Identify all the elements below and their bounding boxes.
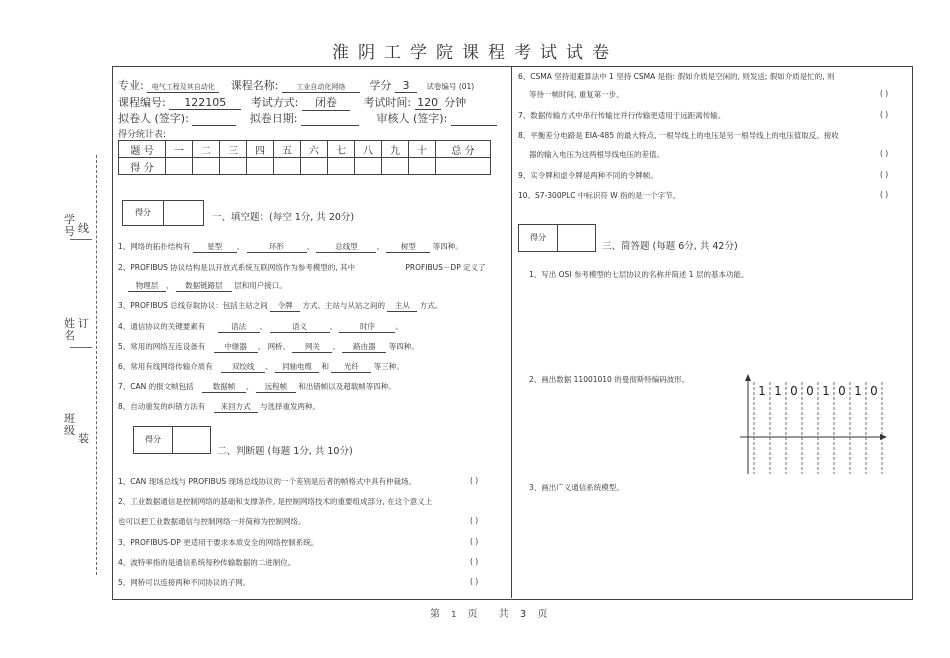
score-header-cell: 十 (409, 141, 436, 158)
s1-q6-mid: 和 (321, 362, 329, 371)
s1-q3-tail: 方式。 (419, 301, 443, 310)
credit-label: 学分 (369, 79, 392, 92)
exam-title: 淮阴工学院课程考试试卷 (332, 43, 618, 63)
s1-q8-tail: 与选择重发两种。 (260, 402, 321, 411)
s2-q7: 7、数据传输方式中串行传输比并行传输更适用于远距离传输。 (518, 111, 726, 120)
major-value: 电气工程及其自动化 (147, 82, 219, 93)
footer-text: 第 (430, 609, 440, 620)
s1-q1-tail: 等四种。 (432, 242, 463, 251)
score-header-cell: 一 (166, 141, 193, 158)
s2-q7-answer[interactable]: ( ) (880, 110, 889, 119)
section1-score-box (122, 200, 204, 226)
reviewer-label: 审核人 (签字): (376, 112, 448, 125)
section1-title: 一、填空题：(每空 1分, 共 20分) (212, 212, 355, 223)
s1-q3-text: 3、PROFIBUS 总线存取协议：包括主站之间 (118, 301, 268, 310)
s2-q4: 4、波特率指的是通信系统每秒传输数据的二进制位。 (118, 558, 296, 567)
s1-q6-blank: 同轴电缆 (275, 361, 319, 373)
s1-q5: 5、常用的网络互连设备有 中继器 、 网桥、 网关 、 路由器 等四种。 (118, 342, 419, 351)
s1-q2-text-2: PROFIBUS－DP 定义了 (405, 263, 486, 272)
s2-q2-line2: 也可以把工业数据通信与控制网络一并简称为控制网络。 (118, 517, 306, 526)
score-cell[interactable] (247, 158, 274, 175)
major-label: 专业: (118, 79, 144, 92)
score-header-cell: 七 (328, 141, 355, 158)
s1-q5-mid: 网桥、 (267, 342, 291, 351)
s1-q7-tail: 和出错帧以及超载帧等四种。 (298, 382, 396, 391)
s2-q9-answer[interactable]: ( ) (880, 170, 889, 179)
score-header-cell: 总 分 (436, 141, 491, 158)
page-footer (430, 605, 547, 620)
s1-q1-blank: 树型 (386, 241, 430, 253)
s1-q4-blank: 时序 (339, 321, 395, 333)
footer-text: 共 (498, 609, 509, 620)
course-label: 课程名称: (230, 79, 279, 92)
s1-q5-text: 5、常用的网络互连设备有 (118, 342, 206, 351)
s1-q1-blank: 总线型 (316, 241, 376, 253)
score-header-cell: 六 (301, 141, 328, 158)
header-row-2 (118, 94, 466, 111)
side-underline-1 (70, 239, 92, 240)
date-label: 拟卷日期: (249, 112, 298, 125)
s1-q4-blank: 语义 (270, 321, 330, 333)
s1-q3 (118, 300, 442, 312)
side-ding: 订 (78, 317, 89, 330)
section3-score-divider (557, 225, 558, 251)
exam-time-unit: 分钟 (444, 96, 467, 109)
s2-q5: 5、网桥可以连接两种不同协议的子网。 (118, 578, 251, 587)
side-underline-2 (70, 347, 92, 348)
section2-score-divider (172, 427, 173, 453)
side-banji: 班级 (64, 412, 75, 437)
s1-q2 (118, 262, 486, 273)
s3-q3: 3、画出广义通信系统模型。 (529, 483, 624, 492)
score-header-cell: 九 (382, 141, 409, 158)
s2-q2: 2、工业数据通信是控制网络的基础和支撑条件, 是控制网络技术的重要组成部分, 在这个意义上 (118, 497, 433, 506)
s1-q8 (118, 401, 320, 413)
s2-q3-answer[interactable]: ( ) (470, 537, 479, 546)
course-value: 工业自动化网络 (282, 82, 360, 93)
score-table-header-row (119, 141, 491, 158)
s2-q8: 8、平衡差分电路是 EIA-485 的最大特点, 一根导线上的电压是另一根导线上的电压值取反。接收 (518, 131, 839, 140)
s2-q8-answer[interactable]: ( ) (880, 149, 889, 158)
s1-q1-text: 1、网络的拓扑结构有 (118, 242, 191, 251)
s1-q4-text: 4、通信协议的关键要素有 (118, 322, 206, 331)
s1-q5-tail: 等四种。 (388, 342, 419, 351)
reviewer-field[interactable] (451, 112, 497, 126)
y-axis-arrow (745, 374, 751, 381)
s1-q3-blank: 令牌 (270, 300, 300, 312)
exam-mode-value: 闭卷 (302, 94, 350, 111)
bit-label: 0 (790, 384, 798, 398)
section2-score-box (133, 426, 211, 454)
s1-q6-blank: 双绞线 (221, 361, 265, 373)
s1-q5-blank: 网关 (292, 341, 332, 353)
section2-title: 二、判断题 (每题 1分, 共 10分) (217, 446, 353, 457)
footer-text: 页 (537, 609, 548, 620)
bit-label: 0 (838, 384, 846, 398)
score-cell[interactable] (355, 158, 382, 175)
header-row-1 (118, 77, 474, 93)
x-axis-arrow (880, 434, 887, 440)
s2-q10: 10、S7-300PLC 中标识符 W 指的是一个字节。 (518, 191, 681, 200)
score-table (118, 140, 491, 175)
footer-text: 页 (467, 609, 478, 620)
side-xuehao: 学号 (64, 213, 75, 238)
score-cell[interactable] (328, 158, 355, 175)
code-label: 课程编号: (118, 96, 166, 109)
s2-q1: 1、CAN 现场总线与 PROFIBUS 现场总线协议的一个差别是后者的帧格式中具有仲裁场。 (118, 477, 416, 486)
score-cell[interactable] (409, 158, 436, 175)
column-divider (511, 66, 512, 598)
exam-time-label: 考试时间: (363, 96, 412, 109)
s1-q4-blank: 语法 (218, 321, 260, 333)
bit-label: 0 (870, 384, 878, 398)
s1-q6-blank: 光纤 (331, 361, 371, 373)
s2-q10-answer[interactable]: ( ) (880, 190, 889, 199)
s2-q5-answer[interactable]: ( ) (470, 577, 479, 586)
paper-no: 试卷编号 (01) (426, 82, 475, 91)
s1-q3-blank: 主从 (387, 300, 417, 312)
bit-label: 1 (854, 384, 862, 398)
s1-q2-line2: 物理层 、 数据链路层 层和用户接口。 (128, 280, 287, 292)
bit-label: 1 (758, 384, 766, 398)
score-cell[interactable] (301, 158, 328, 175)
s1-q7: 7、CAN 的报文帧包括 数据帧 、 远程帧 和出错帧以及超载帧等四种。 (118, 382, 396, 391)
s1-q2-text: 2、PROFIBUS 协议结构是以开放式系统互联网络作为参考模型的, 其中 (118, 263, 355, 272)
s2-q3: 3、PROFIBUS-DP 更适用于要求本质安全的网络控制系统。 (118, 538, 319, 547)
s1-q7-blank: 远程帧 (256, 381, 296, 393)
binding-line (96, 155, 97, 575)
s2-q1-answer[interactable]: ( ) (470, 476, 479, 485)
score-cell[interactable] (382, 158, 409, 175)
code-value: 122105 (169, 96, 241, 110)
credit-value: 3 (395, 79, 417, 93)
date-field[interactable] (301, 112, 359, 126)
score-header-cell: 题 号 (119, 141, 166, 158)
s2-q2-answer[interactable]: ( ) (470, 516, 479, 525)
s1-q2-blank: 数据链路层 (176, 280, 232, 292)
s1-q6: 6、常用有线网络传输介质有 双绞线 、 同轴电缆 和 光纤 等三种。 (118, 362, 404, 371)
s1-q8-text: 8、自动重发的纠错方法有 (118, 402, 206, 411)
section1-score-label: 得分 (135, 208, 151, 217)
s1-q2-blank: 物理层 (128, 280, 166, 292)
score-header-cell: 八 (355, 141, 382, 158)
section1-score-divider (163, 201, 164, 225)
s2-q8-line2: 器的输入电压为这两根导线电压的差值。 (529, 150, 664, 159)
manchester-diagram (738, 374, 888, 478)
s2-q6: 6、CSMA 坚持退避算法中 1 坚持 CSMA 是指: 假如介质是空闲的, 则发送; 假如介质是忙的, 则 (518, 72, 835, 81)
score-header-cell: 三 (220, 141, 247, 158)
score-cell[interactable] (274, 158, 301, 175)
side-zhuang: 装 (78, 432, 89, 445)
s3-q2: 2、画出数据 11001010 的曼彻斯特编码波形。 (529, 375, 690, 384)
score-table-caption: 得分统计表: (118, 130, 167, 140)
score-row-label: 得 分 (119, 158, 166, 175)
exam-mode-label: 考试方式: (250, 96, 299, 109)
s1-q1-blank: 环形 (247, 241, 307, 253)
s1-q4: 4、通信协议的关键要素有 语法 、 语义 、 时序 。 (118, 322, 403, 331)
score-header-cell: 四 (247, 141, 274, 158)
section3-score-box (518, 224, 596, 252)
bit-label: 0 (806, 384, 814, 398)
score-header-cell: 二 (193, 141, 220, 158)
s1-q3-mid: 方式、主站与从站之间的 (302, 301, 385, 310)
bit-label: 1 (822, 384, 830, 398)
s1-q6-text: 6、常用有线网络传输介质有 (118, 362, 213, 371)
s2-q4-answer[interactable]: ( ) (470, 557, 479, 566)
s1-q2-tail: 层和用户接口。 (234, 281, 287, 290)
exam-time-value: 120 (415, 96, 441, 110)
section3-title: 三、简答题 (每题 6分, 共 42分) (602, 241, 738, 252)
score-header-cell: 五 (274, 141, 301, 158)
score-cell[interactable] (220, 158, 247, 175)
s2-q9: 9、实令牌和虚令牌是两种不同的令牌帧。 (518, 171, 658, 180)
s2-q6-line2: 等待一帧时间, 重复第一步。 (529, 90, 624, 99)
s1-q5-blank: 路由器 (342, 341, 386, 353)
footer-total: 3 (519, 609, 527, 620)
s1-q7-text: 7、CAN 的报文帧包括 (118, 382, 194, 391)
author-field[interactable] (192, 112, 236, 126)
score-cell[interactable] (166, 158, 193, 175)
score-cell[interactable] (436, 158, 491, 175)
s1-q1: 1、网络的拓扑结构有 星型 、 环形 、 总线型 、 树型 等四种。 (118, 242, 463, 251)
s2-q6-answer[interactable]: ( ) (880, 89, 889, 98)
score-cell[interactable] (193, 158, 220, 175)
s3-q1: 1、写出 OSI 参考模型的七层协议的名称并简述 1 层的基本功能。 (529, 270, 749, 279)
author-label: 拟卷人 (签字): (118, 112, 189, 125)
s1-q1-blank: 星型 (193, 241, 237, 253)
header-row-3 (118, 110, 497, 126)
score-table-score-row (119, 158, 491, 175)
s1-q8-blank: 来回方式 (214, 401, 258, 413)
side-xingming: 姓名 (64, 317, 75, 342)
side-xian: 线 (78, 222, 89, 235)
section3-score-label: 得分 (530, 233, 546, 242)
s1-q5-blank: 中继器 (214, 341, 258, 353)
s1-q7-blank: 数据帧 (202, 381, 246, 393)
section2-score-label: 得分 (145, 435, 161, 444)
bit-label: 1 (774, 384, 782, 398)
s1-q6-tail: 等三种。 (373, 362, 404, 371)
footer-page: 1 (451, 610, 457, 619)
